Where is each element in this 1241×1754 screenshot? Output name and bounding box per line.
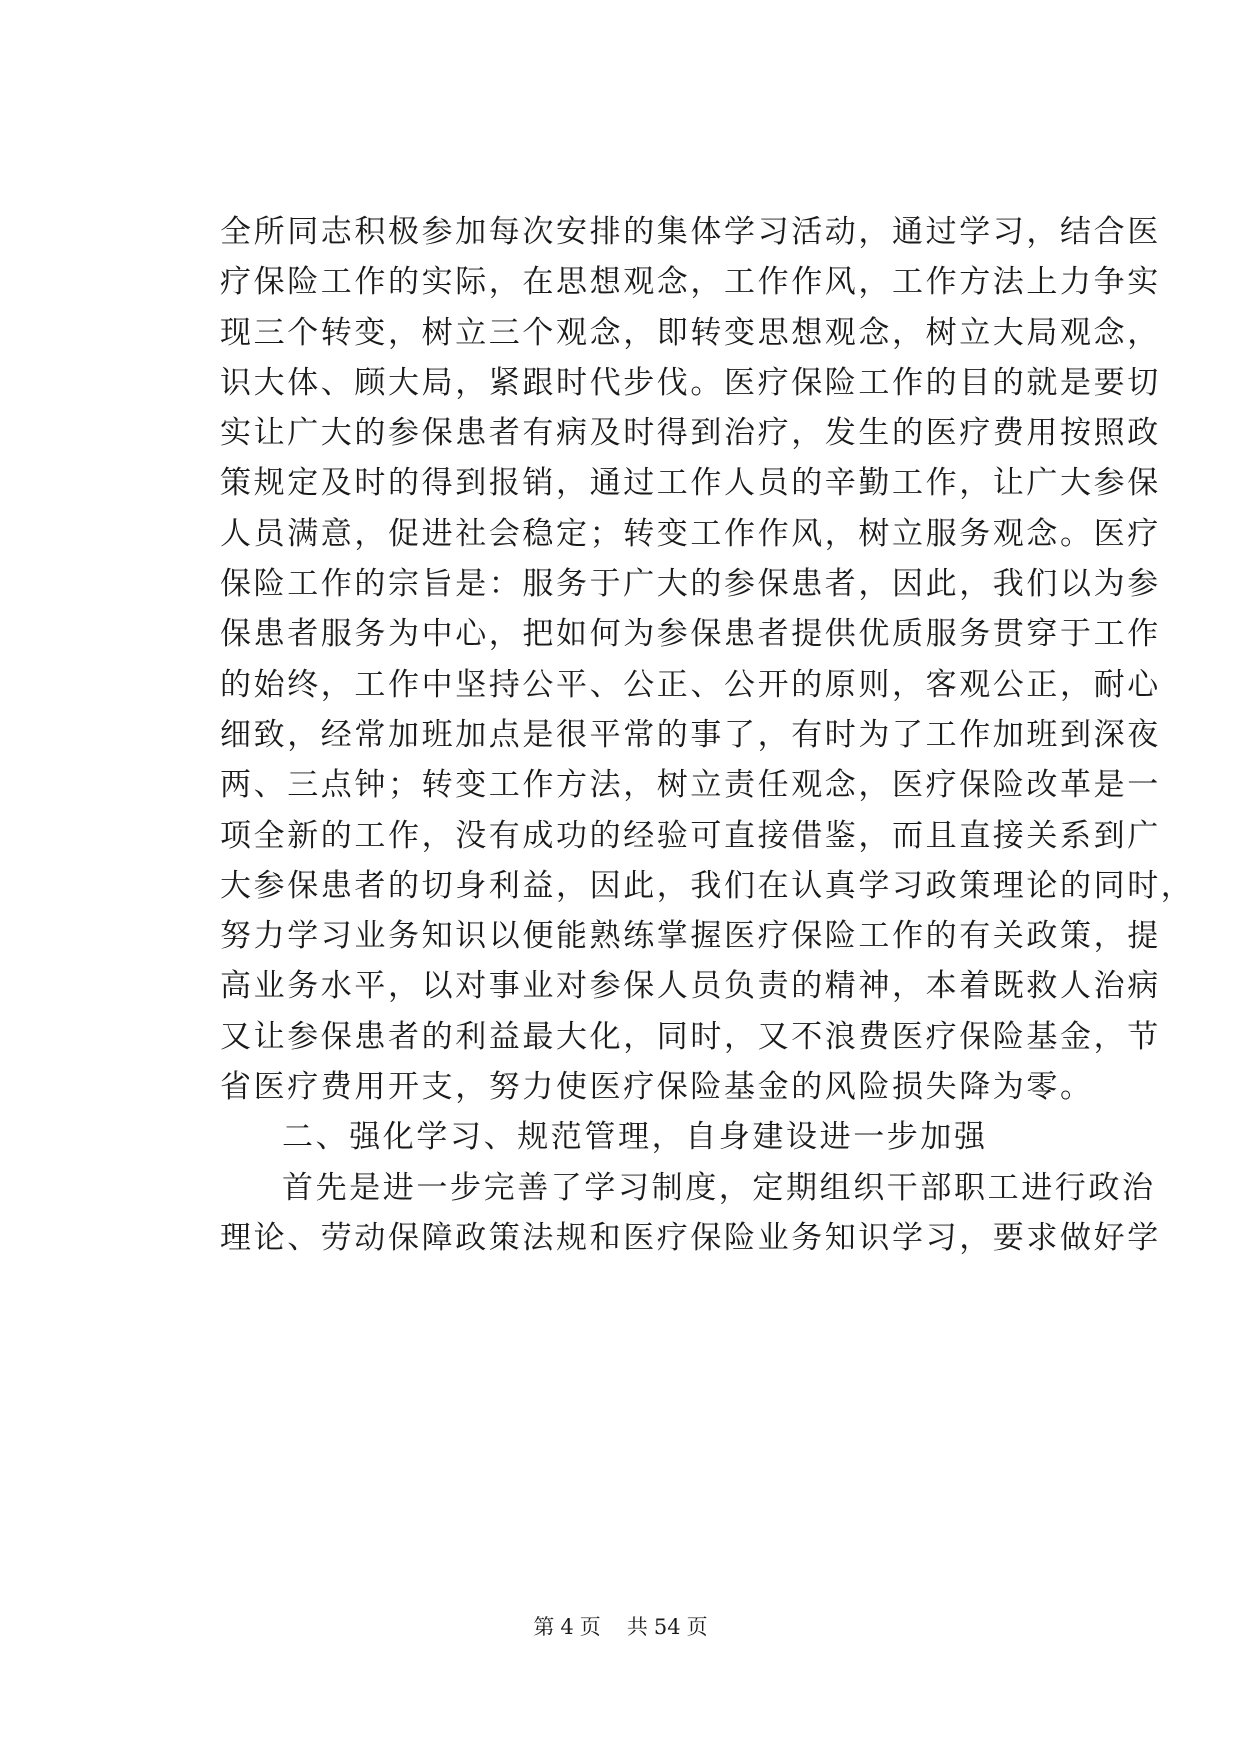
page-footer [0,1612,1241,1642]
text-line: 又让参保患者的利益最大化，同时，又不浪费医疗保险基金，节 [220,1018,1161,1055]
text-line: 全所同志积极参加每次安排的集体学习活动，通过学习，结合医 [220,214,1161,250]
text-line: 的始终，工作中坚持公平、公正、公开的原则，客观公正，耐心 [220,666,1161,703]
text-line: 保险工作的宗旨是：服务于广大的参保患者，因此，我们以为参 [220,566,1161,603]
text-line: 细致，经常加班加点是很平常的事了，有时为了工作加班到深夜 [220,716,1161,753]
text-line: 保患者服务为中心，把如何为参保患者提供优质服务贯穿于工作 [220,616,1161,653]
page-label-suffix: 页 [579,1615,601,1639]
text-line: 大参保患者的切身利益，因此，我们在认真学习政策理论的同时， [220,867,1195,904]
total-label-suffix: 页 [686,1615,708,1639]
text-line: 高业务水平，以对事业对参保人员负责的精神，本着既救人治病 [220,968,1161,1005]
page-number: 4 [560,1615,574,1639]
text-line: 现三个转变，树立三个观念，即转变思想观念，树立大局观念， [220,314,1161,351]
text-line: 实让广大的参保患者有病及时得到治疗，发生的医疗费用按照政 [220,415,1161,452]
body-text [220,207,1195,1263]
text-line: 两、三点钟；转变工作方法，树立责任观念，医疗保险改革是一 [220,767,1161,804]
section-heading: 二、强化学习、规范管理，自身建设进一步加强 [282,1119,988,1156]
text-line: 理论、劳动保障政策法规和医疗保险业务知识学习，要求做好学 [220,1219,1161,1256]
page-label-prefix: 第 [533,1615,555,1639]
text-line: 策规定及时的得到报销，通过工作人员的辛勤工作，让广大参保 [220,465,1161,502]
text-line: 人员满意，促进社会稳定；转变工作作风，树立服务观念。医疗 [220,515,1161,552]
total-label-prefix: 共 [626,1615,648,1639]
text-line: 识大体、顾大局，紧跟时代步伐。医疗保险工作的目的就是要切 [220,364,1161,401]
text-line: 省医疗费用开支，努力使医疗保险基金的风险损失降为零。 [220,1069,1094,1106]
text-line: 首先是进一步完善了学习制度，定期组织干部职工进行政治 [282,1169,1156,1206]
text-line: 项全新的工作，没有成功的经验可直接借鉴，而且直接关系到广 [220,817,1161,854]
text-line: 努力学习业务知识以便能熟练掌握医疗保险工作的有关政策，提 [220,918,1161,955]
text-line: 疗保险工作的实际，在思想观念，工作作风，工作方法上力争实 [220,264,1161,301]
total-pages: 54 [653,1615,681,1639]
